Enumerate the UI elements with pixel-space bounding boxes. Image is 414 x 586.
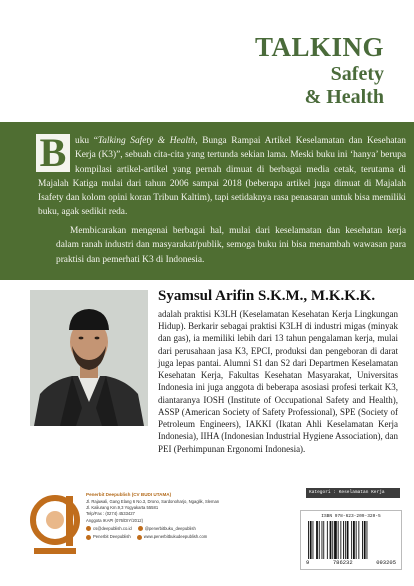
publisher-contacts-row-2 bbox=[86, 534, 282, 540]
publisher-phone: Telp/Fax : (0274) 4533427 bbox=[86, 511, 135, 517]
publisher-contacts-row-1 bbox=[86, 526, 282, 532]
instagram-icon bbox=[138, 526, 143, 531]
publisher-email: cs@deepublish.co.id bbox=[93, 526, 132, 532]
publisher-name: Penerbit Deepublish (CV BUDI UTAMA) bbox=[86, 492, 172, 497]
facebook-icon bbox=[86, 535, 91, 540]
intro-paragraph-2: Membicarakan mengenai berbagai hal, mulai dari keselamatan dan kesehatan kerja dalam ranah industri dan masyarakat/publik, semoga buku ini bisa menambah wawasan para praktisi dan pemerhati K3 di Indonesia. bbox=[56, 226, 406, 265]
website-contact bbox=[137, 534, 208, 540]
publisher-ikapi: Anggota IKAPI (076/DIY/2012) bbox=[86, 517, 144, 523]
barcode-first-digit: 9 bbox=[306, 559, 310, 566]
author-name: Syamsul Arifin S.K.M., M.K.K.K. bbox=[158, 288, 376, 304]
barcode-digits bbox=[304, 559, 398, 566]
title-line-2: Safety bbox=[330, 63, 384, 85]
publisher-info bbox=[86, 492, 282, 541]
facebook-contact bbox=[86, 534, 131, 540]
author-photo bbox=[30, 290, 148, 426]
publisher-address-1: Jl. Rajawali, Gang Elang 6 No.3, Drono, Sardonoharjo, Ngaglik, Sleman bbox=[86, 498, 220, 504]
globe-icon bbox=[137, 535, 142, 540]
barcode-group-1: 786232 bbox=[332, 559, 353, 566]
publisher-instagram: @penerbitbuku_deepublish bbox=[144, 526, 196, 532]
email-contact bbox=[86, 526, 132, 532]
title-line-1: TALKING bbox=[254, 32, 384, 62]
book-title bbox=[255, 34, 384, 107]
title-line-3: & Health bbox=[304, 86, 384, 108]
publisher-address-2: Jl. Kaliurang Km.9,3 Yogyakarta 55581 bbox=[86, 505, 159, 511]
isbn-label: ISBN 978-623-209-320-5 bbox=[321, 514, 381, 519]
intro-band bbox=[0, 122, 414, 280]
intro-text-a: uku “ bbox=[75, 136, 98, 146]
instagram-contact bbox=[138, 526, 196, 532]
author-section bbox=[0, 284, 414, 484]
intro-paragraph-1 bbox=[38, 130, 406, 220]
category-label: Kategori : Keselamatan Kerja bbox=[306, 488, 400, 498]
publisher-website: www.penerbitbukudeepublish.com bbox=[143, 534, 208, 540]
drop-cap: B bbox=[36, 134, 70, 172]
deepublish-logo-icon bbox=[30, 494, 80, 558]
isbn-barcode bbox=[300, 510, 402, 570]
barcode-icon bbox=[306, 521, 396, 559]
author-bio: adalah praktisi K3LH (Keselamatan Kesehatan Kerja Lingkungan Hidup). Berkarir sebagai praktisi K3LH di industri migas (minyak dan gas), ia memiliki lebih dari 13 tahun pengalaman kerja, mulai dari perusahaan jasa K3, EPCI, produksi dan pengeboran di darat juga lepas pantai. Alumni S1 dan S2 dari Departmen Keselamatan Kesehatan Kerja, Fakultas Kesehatan Masyarakat, Universitas Indonesia ini juga anggota di beberapa asosiasi profesi terkait K3, diantaranya IOSH (Institute of Occupational Safety and Health), ASSP (American Society of Safety Professional), SPE (Society of Petroleum Engineers), IAKKI (Ikatan Ahli Keselamatan Kerja Indonesia), IIHA (Indonesian Industrial Hygiene Association), dan PEI (Perhimpunan Ergonomi Indonesia). bbox=[158, 309, 398, 454]
footer bbox=[0, 488, 414, 586]
intro-text-b: Bunga Rampai Artikel Keselamatan dan Kesehatan Kerja (K3)”, sebuah cita-cita yang tertunda sekian lama. Meski buku ini ‘hanya’ berupa kompilasi artikel-artikel yang pernah dimuat di berbagai media cetak, terutama di Majalah Katiga mulai dari tahun 2006 sampai 2018 (beberapa artikel juga dimuat di Majalah Isafety dan kolom opini koran Tribun Kaltim), tapi setidaknya rasa penasaran untuk bisa memiliki buku, agak sedikit reda. bbox=[38, 136, 406, 218]
intro-book-title: Talking Safety & Health, bbox=[97, 136, 198, 146]
email-icon bbox=[86, 526, 91, 531]
barcode-group-2: 093205 bbox=[376, 559, 396, 566]
publisher-facebook: Penerbit Deepublish bbox=[93, 534, 131, 540]
